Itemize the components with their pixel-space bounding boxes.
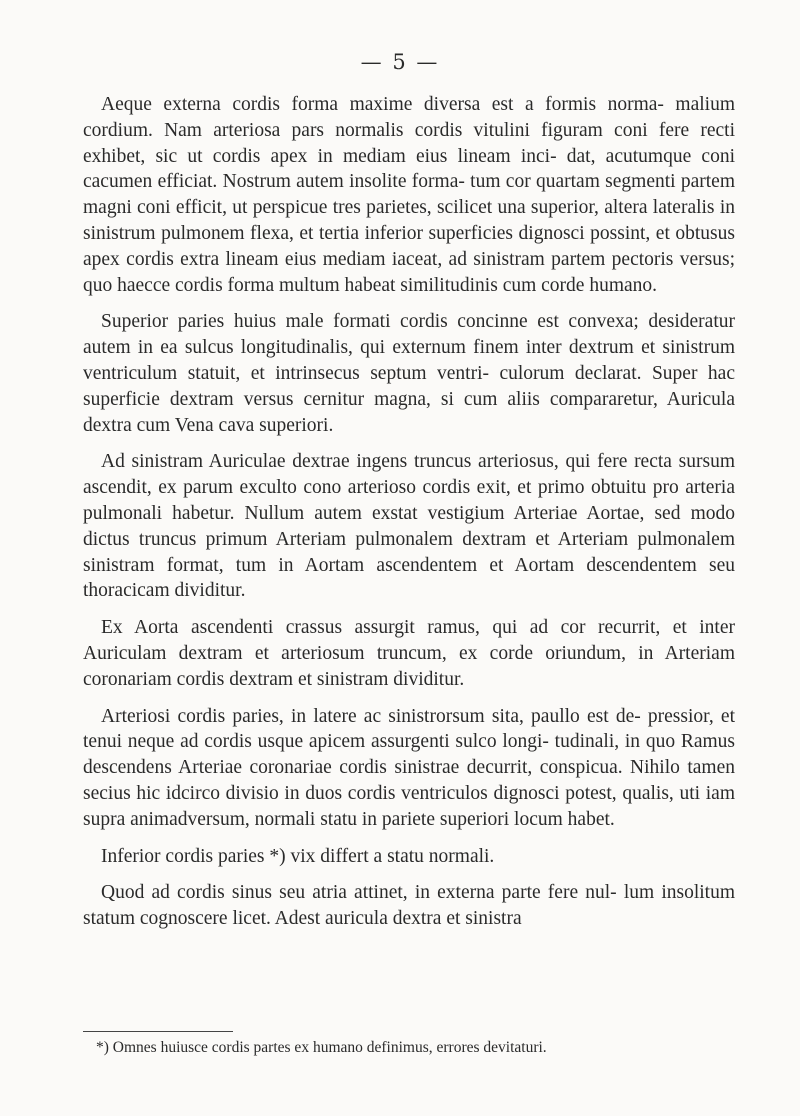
paragraph-3: Ad sinistram Auriculae dextrae ingens truncus arteriosus, qui fere recta sursum ascendit, ex parum exculto cono arterioso cordis exit, et primo obtuitu pro arteria pulmonali habetur. Nullum autem exstat vestigium Arteriae Aortae, sed modo dictus truncus primum Arteriam pulmonalem dextram et Arteriam pulmonalem sinistram format, tum in Aortam ascendentem et Aortam descendentem seu thoracicam dividitur. [83,451,735,602]
paragraph-1: Aeque externa cordis forma maxime diversa est a formis norma- malium cordium. Nam arteriosa pars normalis cordis vitulini figuram coni fere recti exhibet, sic ut cordis apex in mediam eius lineam inci- dat, acutumque coni cacumen efficiat. Nostrum autem insolite forma- tum cor quartam segmenti partem magni coni efficit, ut perspicue tres parietes, scilicet una superior, altera lateralis in sinistrum pulmonem flexa, et tertia inferior superficies dignosci possint, et obtusus apex cordis extra lineam eius mediam iaceat, ad sinistram partem pectoris versus; quo haecce cordis forma multum habeat similitudinis cum corde humano. [83,94,735,296]
footnote: *) Omnes huiusce cordis partes ex humano definimus, errores devitaturi. [96,1039,547,1056]
body-text [83,92,735,943]
paragraph-7: Quod ad cordis sinus seu atria attinet, in externa parte fere nul- lum insolitum statum cognoscere licet. Adest auricula dextra et sinistra [83,882,735,930]
paragraph-4: Ex Aorta ascendenti crassus assurgit ramus, qui ad cor recurrit, et inter Auriculam dextram et arteriosum truncum, ex corde oriundum, in Arteriam coronariam cordis dextram et sinistram dividitur. [83,617,735,690]
page-number: — 5 — [360,50,440,74]
paragraph-5: Arteriosi cordis paries, in latere ac sinistrorsum sita, paullo est de- pressior, et tenui neque ad cordis usque apicem assurgenti sulco longi- tudinali, in quo Ramus descendens Arteriae coronariae cordis sinistrae decurrit, conspicua. Nihilo tamen secius hic idcirco divisio in duos cordis ventriculos dignosci potest, qualis, uti iam supra animadversum, normali statu in pariete superiori locum habet. [83,705,735,830]
footnote-divider [83,1031,233,1032]
paragraph-2: Superior paries huius male formati cordis concinne est convexa; desideratur autem in ea sulcus longitudinalis, qui externum finem inter dextrum et sinistrum ventriculum statuit, et intrinsecus septum ventri- culorum declarat. Super hac superficie dextram versus cernitur magna, si cum aliis compararetur, Auricula dextra cum Vena cava superiori. [83,311,735,436]
paragraph-6: Inferior cordis paries *) vix differt a statu normali. [101,845,495,867]
